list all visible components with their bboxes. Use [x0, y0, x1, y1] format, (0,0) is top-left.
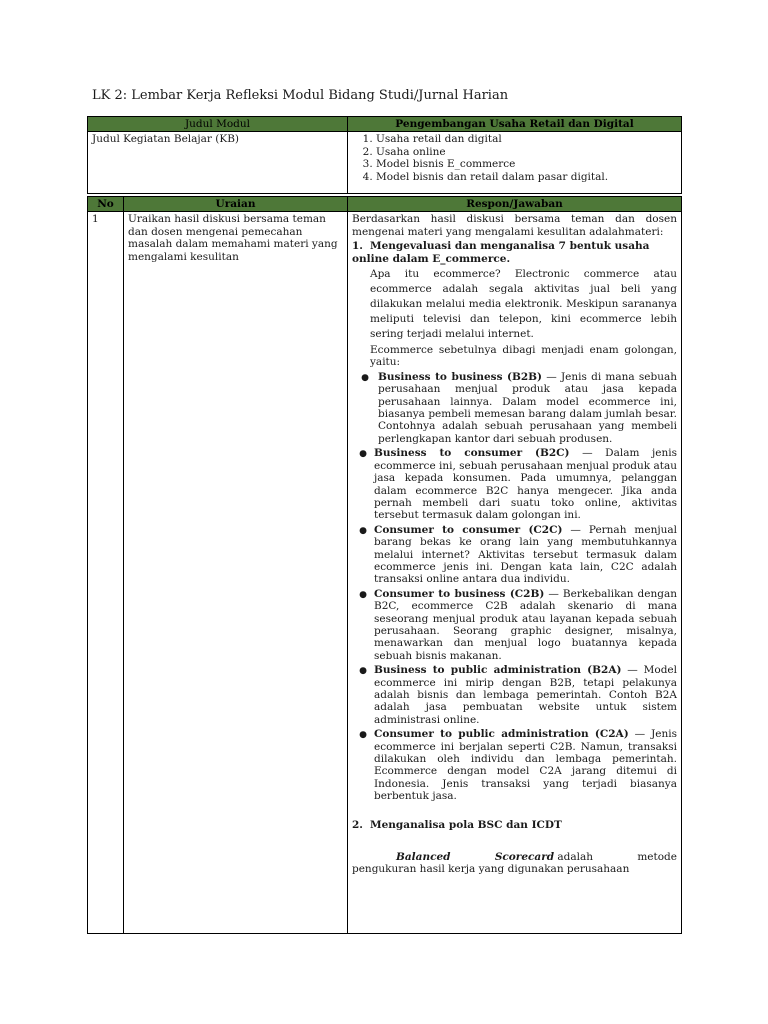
list-item: ● Business to public administration (B2A) — Model ecommerce ini mirip dengan B2B, tetapi pelakunya adalah bisnis dan lembaga pemerintah. Contoh B2A adalah jasa pembuatan website untuk sistem administrasi online. [352, 664, 677, 726]
bullet-icon: ● [359, 730, 367, 741]
list-item: ● Business to business (B2B) — Jenis di mana sebuah perusahaan menjual produk atau jasa kepada perusahaan lainnya. Dalam model ecommerce ini, biasanya pembeli memesan barang dalam jumlah besar. Contohnya adalah sebuah perusahaan yang membeli perlengkapan kantor dari sebuah produsen. [352, 371, 677, 445]
ecommerce-types-intro: Ecommerce sebetulnya dibagi menjadi enam golongan, yaitu: [370, 344, 677, 369]
module-header-table [87, 116, 682, 194]
row-number: 1 [88, 212, 124, 934]
response-cell [348, 212, 682, 934]
uraian-text: Uraikan hasil diskusi bersama teman dan dosen mengenai pemecahan masalah dalam memahami materi yang mengalami kesulitan [124, 212, 348, 934]
bullet-icon: ● [359, 449, 367, 460]
response-intro: Berdasarkan hasil diskusi bersama teman dan dosen mengenai materi yang mengalami kesulitan adalahmateri: [352, 213, 677, 238]
page-title: LK 2: Lembar Kerja Refleksi Modul Bidang Studi/Jurnal Harian [92, 88, 509, 103]
bullet-icon: ● [359, 525, 367, 536]
col-uraian-header: Uraian [124, 197, 348, 212]
kb-item: 1. Usaha retail dan digital [376, 133, 677, 145]
kb-label: Judul Kegiatan Belajar (KB) [88, 132, 348, 194]
bsc-line-2: pengukuran hasil kerja yang digunakan perusahaan [352, 863, 630, 876]
kb-item: 4. Model bisnis dan retail dalam pasar digital. [376, 171, 677, 183]
list-item: ● Consumer to business (C2B) — Berkebalikan dengan B2C, ecommerce C2B adalah skenario di mana seseorang menjual produk atau layanan kepada sebuah perusahaan. Seorang graphic designer, misalnya, menawarkan dan menjual logo buatannya kepada sebuah bisnis makanan. [352, 588, 677, 662]
ecommerce-definition: Apa itu ecommerce? Electronic commerce atau ecommerce adalah segala aktivitas jual beli yang dilakukan melalui media elektronik. Meskipun sarananya meliputi televisi dan telepon, kini ecommerce lebih sering terjadi melalui internet. [370, 268, 677, 341]
reflection-table [87, 196, 682, 934]
list-item: ● Business to consumer (B2C) — Dalam jenis ecommerce ini, sebuah perusahaan menjual produk atau jasa kepada konsumen. Pada umumnya, pelanggan dalam ecommerce B2C hanya mengecer. Jika anda pernah membeli dari suatu toko online, aktivitas tersebut termasuk dalam golongan ini. [352, 447, 677, 521]
list-item: ● Consumer to public administration (C2A) — Jenis ecommerce ini berjalan seperti C2B. Namun, transaksi dilakukan oleh individu dan lembaga pemerintah. Ecommerce dengan model C2A jarang ditemui di Indonesia. Jenis transaksi yang terjadi biasanya berbentuk jasa. [352, 728, 677, 802]
kb-list-cell [348, 132, 682, 194]
col-no-header: No [88, 197, 124, 212]
bullet-icon: ● [359, 589, 367, 600]
bullet-icon: ● [361, 372, 369, 383]
judul-modul-value: Pengembangan Usaha Retail dan Digital [348, 117, 682, 132]
section-2-title: 2. Menganalisa pola BSC dan ICDT [352, 818, 562, 831]
kb-list [352, 133, 677, 183]
kb-item: 3. Model bisnis E_commerce [376, 158, 677, 170]
col-respon-header: Respon/Jawaban [348, 197, 682, 212]
list-item: ● Consumer to consumer (C2C) — Pernah menjual barang bekas ke orang lain yang membutuhkannya melalui internet? Aktivitas tersebut termasuk dalam ecommerce jenis ini. Dengan kata lain, C2C adalah transaksi online antara dua individu. [352, 524, 677, 586]
bullet-icon: ● [359, 666, 367, 677]
bsc-line: Balanced Scorecard adalah metode [396, 851, 677, 864]
section-1-title: 1. Mengevaluasi dan menganalisa 7 bentuk usaha online dalam E_commerce. [352, 240, 650, 265]
kb-item: 2. Usaha online [376, 146, 677, 158]
judul-modul-label: Judul Modul [88, 117, 348, 132]
